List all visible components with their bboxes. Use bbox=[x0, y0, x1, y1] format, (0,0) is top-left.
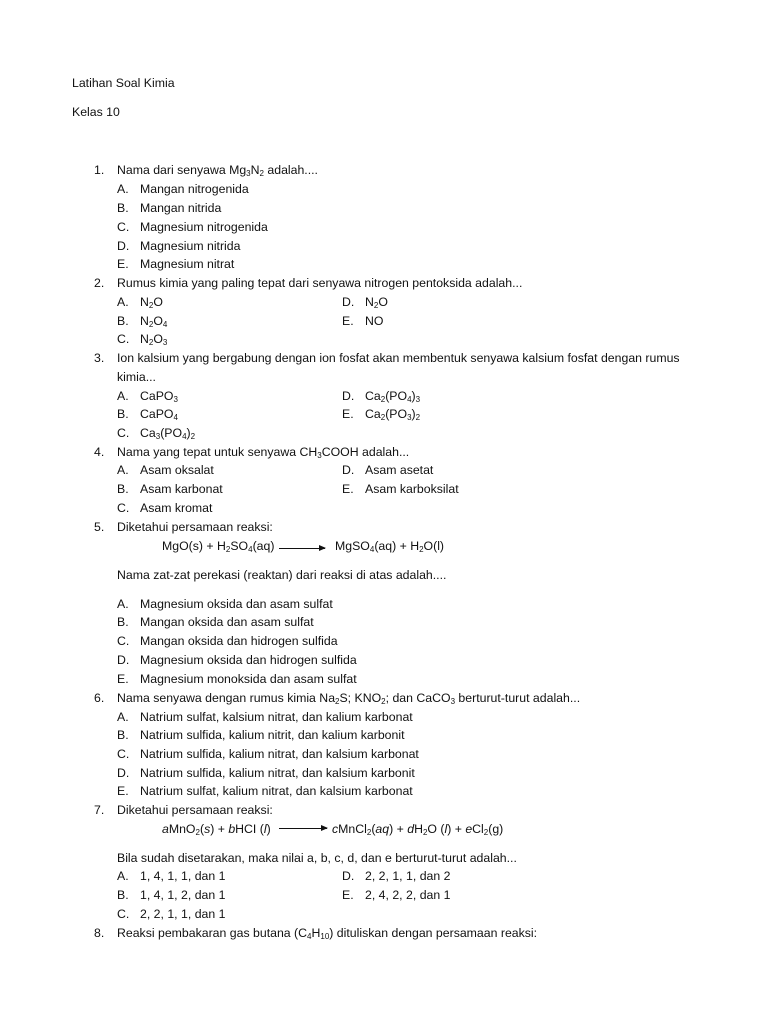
question-text: Nama yang tepat untuk senyawa $CH_3COOH$ adalah... bbox=[117, 445, 410, 460]
answer-option: D. $N_2O$ bbox=[342, 295, 388, 310]
reaction-arrow-icon bbox=[279, 548, 325, 549]
equation-products: cMnCl$_2$(aq) + $dH_2O$ (l) + eCl$_2$(g) bbox=[332, 822, 504, 837]
answer-option: E. $Ca_2(PO_3)_2$ bbox=[342, 407, 421, 422]
answer-option: B. $N_2O_4$ bbox=[117, 314, 168, 329]
question-number: 1. bbox=[94, 163, 105, 177]
answer-option: D. Magnesium nitrida bbox=[117, 239, 241, 253]
answer-option: D. Magnesium oksida dan hidrogen sulfida bbox=[117, 653, 357, 667]
answer-option: D. 2, 2, 1, 1, dan 2 bbox=[342, 869, 451, 883]
question-number: 2. bbox=[94, 276, 105, 290]
answer-option: A. 1, 4, 1, 1, dan 1 bbox=[117, 869, 226, 883]
answer-option: E. Natrium sulfat, kalium nitrat, dan kalsium karbonat bbox=[117, 784, 413, 798]
answer-option: D. Natrium sulfida, kalium nitrat, dan kalsium karbonit bbox=[117, 766, 415, 780]
answer-option: C. $N_2O_3$ bbox=[117, 332, 168, 347]
question-text: Nama dari senyawa $Mg_3N_2$ adalah.... bbox=[117, 163, 318, 178]
answer-option: E. Magnesium monoksida dan asam sulfat bbox=[117, 672, 357, 686]
equation-products: MgSO$_4$(aq) + $H_2O(l)$ bbox=[335, 539, 445, 554]
answer-option: C. 2, 2, 1, 1, dan 1 bbox=[117, 907, 226, 921]
answer-option: B. Mangan nitrida bbox=[117, 201, 222, 215]
question-number: 8. bbox=[94, 926, 105, 940]
answer-option: A. Asam oksalat bbox=[117, 463, 214, 477]
question-prompt: Nama zat-zat perekasi (reaktan) dari reaksi di atas adalah.... bbox=[117, 568, 447, 582]
answer-option: C. $Ca_3(PO_4)_2$ bbox=[117, 426, 196, 441]
question-text: Ion kalsium yang bergabung dengan ion fosfat akan membentuk senyawa kalsium fosfat dengan rumus bbox=[117, 351, 680, 365]
question-text: Rumus kimia yang paling tepat dari senyawa nitrogen pentoksida adalah... bbox=[117, 276, 523, 290]
answer-option: E. Magnesium nitrat bbox=[117, 257, 235, 271]
answer-option: A. Mangan nitrogenida bbox=[117, 182, 249, 196]
equation-reactants: aMnO$_2$(s) + bHCI (l) bbox=[162, 822, 271, 837]
answer-option: D. Asam asetat bbox=[342, 463, 434, 477]
answer-option: B. CaPO$_4$ bbox=[117, 407, 178, 422]
answer-option: E. NO bbox=[342, 314, 384, 328]
answer-option: A. CaPO$_3$ bbox=[117, 389, 178, 404]
answer-option: E. Asam karboksilat bbox=[342, 482, 459, 496]
question-text: Nama senyawa dengan rumus kimia $Na_2S$; $KNO_2$; dan CaCO$_3$ berturut-turut adalah... bbox=[117, 691, 581, 706]
answer-option: B. 1, 4, 1, 2, dan 1 bbox=[117, 888, 226, 902]
question-text: Diketahui persamaan reaksi: bbox=[117, 520, 273, 534]
answer-option: B. Mangan oksida dan asam sulfat bbox=[117, 615, 314, 629]
question-number: 3. bbox=[94, 351, 105, 365]
question-number: 4. bbox=[94, 445, 105, 459]
question-prompt: Bila sudah disetarakan, maka nilai a, b, c, d, dan e berturut-turut adalah... bbox=[117, 851, 517, 865]
question-text: Diketahui persamaan reaksi: bbox=[117, 803, 273, 817]
answer-option: A. Magnesium oksida dan asam sulfat bbox=[117, 597, 333, 611]
answer-option: C. Asam kromat bbox=[117, 501, 213, 515]
answer-option: E. 2, 4, 2, 2, dan 1 bbox=[342, 888, 451, 902]
question-text-continued: kimia... bbox=[117, 370, 156, 384]
answer-option: B. Natrium sulfida, kalium nitrit, dan kalium karbonit bbox=[117, 728, 405, 742]
answer-option: A. Natrium sulfat, kalsium nitrat, dan kalium karbonat bbox=[117, 710, 413, 724]
equation-reactants: $MgO(s) + H_2SO_4(aq)$ bbox=[162, 539, 275, 554]
question-number: 7. bbox=[94, 803, 105, 817]
question-number: 6. bbox=[94, 691, 105, 705]
question-number: 5. bbox=[94, 520, 105, 534]
answer-option: C. Mangan oksida dan hidrogen sulfida bbox=[117, 634, 338, 648]
answer-option: C. Magnesium nitrogenida bbox=[117, 220, 268, 234]
question-text: Reaksi pembakaran gas butana $(C_4H_{10})$ dituliskan dengan persamaan reaksi: bbox=[117, 926, 538, 941]
reaction-arrow-icon bbox=[279, 828, 327, 829]
document-title: Latihan Soal Kimia bbox=[72, 76, 175, 90]
answer-option: A. $N_2O$ bbox=[117, 295, 163, 310]
answer-option: D. $Ca_2(PO_4)_3$ bbox=[342, 389, 421, 404]
class-label: Kelas 10 bbox=[72, 105, 120, 119]
answer-option: B. Asam karbonat bbox=[117, 482, 223, 496]
answer-option: C. Natrium sulfida, kalium nitrat, dan kalsium karbonat bbox=[117, 747, 419, 761]
